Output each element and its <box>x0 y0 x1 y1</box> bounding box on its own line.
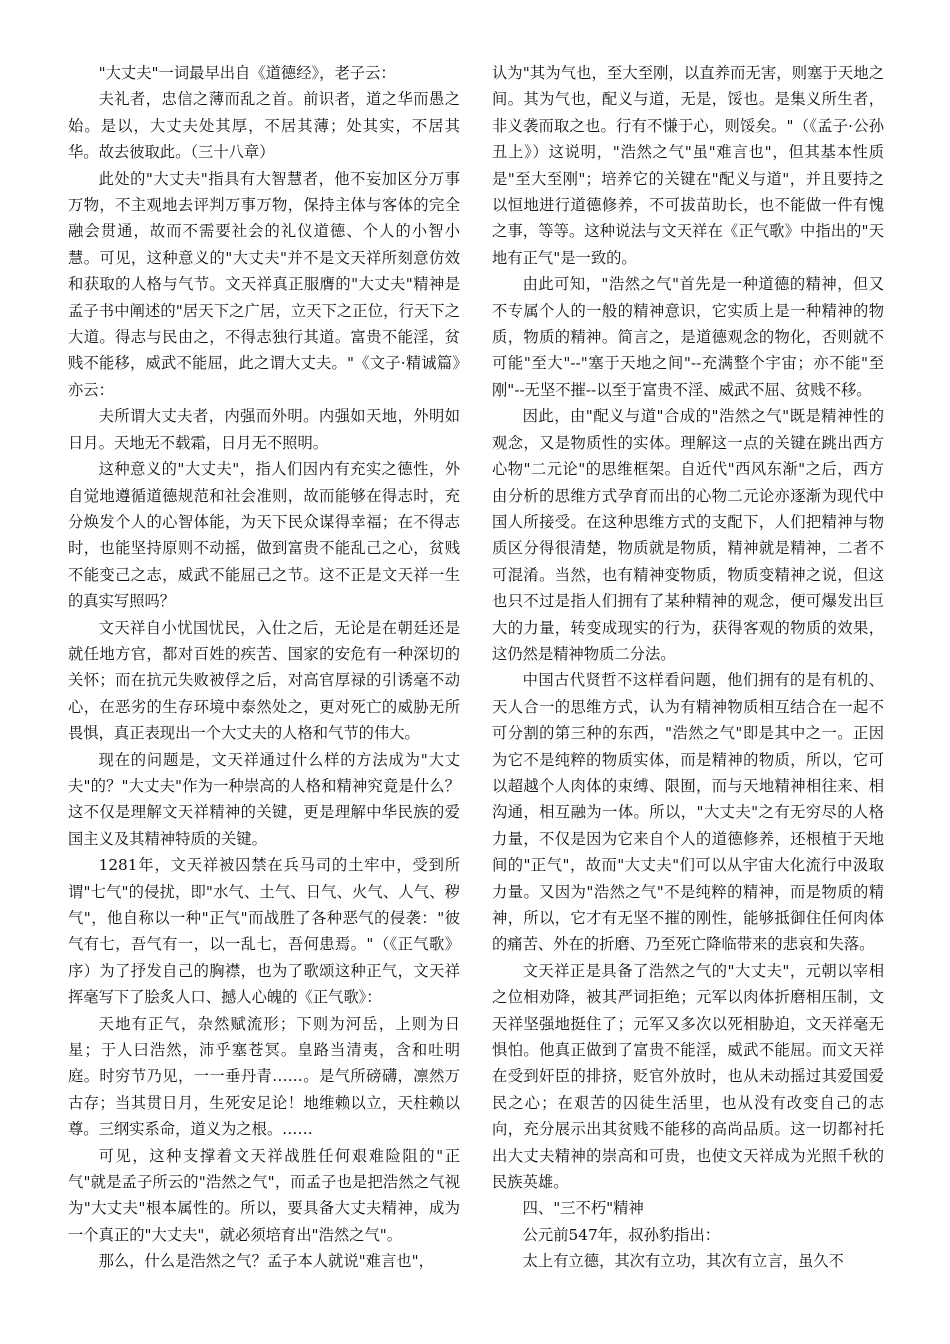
paragraph: 现在的问题是，文天祥通过什么样的方法成为"大丈夫"的？"大丈夫"作为一种崇高的人格和精神究竟是什么？这不仅是理解文天祥精神的关键，更是理解中华民族的爱国主义及其精神特质的关键。 <box>68 750 460 848</box>
paragraph: 因此，由"配义与道"合成的"浩然之气"既是精神性的观念，又是物质性的实体。理解这一点的关键在跳出西方心物"二元论"的思维框架。自近代"西风东渐"之后，西方由分析的思维方式孕育而出的心物二元论亦逐渐为现代中国人所接受。在这种思维方式的支配下，人们把精神与物质区分得很清楚，物质就是物质，精神就是精神，二者不可混淆。当然，也有精神变物质，物质变精神之说，但这也只不过是指人们拥有了某种精神的观念，便可爆发出巨大的力量，转变成现实的行为，获得客观的物质的效果，这仍然是精神物质二分法。 <box>492 407 884 663</box>
paragraph: 公元前547年，叔孙豹指出： <box>522 1225 721 1244</box>
paragraph-continued: 认为"其为气也，至大至刚，以直养而无害，则塞于天地之间。其为气也，配义与道，无是，馁也。是集义所生者，非义袭而取之也。行有不慊于心，则馁矣。"（《孟子·公孙丑上》）这说明，"浩然之气"虽"难言也"，但其基本性质是"至大至刚"；培养它的关键在"配义与道"，并且要持之以恒地进行道德修养，不可拔苗助长，也不能做一件有愧之事，等等。这种说法与文天祥在《正气歌》中指出的"天地有正气"是一致的。 <box>492 64 884 267</box>
section-heading: 四、"三不朽"精神 <box>522 1199 644 1218</box>
paragraph: 由此可知，"浩然之气"首先是一种道德的精神，但又不专属个人的一般的精神意识，它实质上是一种精神的物质，物质的精神。简言之，是道德观念的物化，否则就不可能"至大"--"塞于天地之间"--充满整个宇宙；亦不能"至刚"--无坚不摧--以至于富贵不淫、威武不屈、贫贱不移。 <box>492 275 884 399</box>
quotation-paragraph: 夫礼者，忠信之薄而乱之首。前识者，道之华而愚之始。是以，大丈夫处其厚，不居其薄；处其实，不居其华。故去彼取此。（三十八章） <box>68 90 460 162</box>
left-column <box>68 60 460 1275</box>
paragraph: 文天祥自小忧国忧民，入仕之后，无论是在朝廷还是就任地方官，都对百姓的疾苦、国家的安危有一种深切的关怀；而在抗元失败被俘之后，对高官厚禄的引诱毫不动心，在恶劣的生存环境中泰然处之，更对死亡的威胁无所畏惧，真正表现出一个大丈夫的人格和气节的伟大。 <box>68 618 460 743</box>
right-column <box>492 60 884 1275</box>
paragraph: 中国古代贤哲不这样看问题，他们拥有的是有机的、天人合一的思维方式，认为有精神物质相互结合在一起不可分割的第三种的东西，"浩然之气"即是其中之一。正因为它不是纯粹的物质实体，而是精神的物质，所以，它可以超越个人肉体的束缚、限囿，而与天地精神相往来、相沟通，相互融为一体。所以，"大丈夫"之有无穷尽的人格力量，不仅是因为它来自个人的道德修养，还根植于天地间的"正气"，故而"大丈夫"们可以从宇宙大化流行中汲取力量。又因为"浩然之气"不是纯粹的精神，而是物质的精神，所以，它才有无坚不摧的刚性，能够抵御住任何肉体的痛苦、外在的折磨、乃至死亡降临带来的悲哀和失落。 <box>492 671 884 954</box>
poem-paragraph: 天地有正气，杂然赋流形；下则为河岳，上则为日星；于人曰浩然，沛乎塞苍冥。皇路当清夷，含和吐明庭。时穷节乃见，一一垂丹青……。是气所磅礴，凛然万古存；当其贯日月，生死安足论！地维赖以立，天柱赖以尊。三纲实系命，道义为之根。…… <box>68 1014 460 1139</box>
paragraph: 文天祥正是具备了浩然之气的"大丈夫"，元朝以宰相之位相劝降，被其严词拒绝；元军以肉体折磨相压制，文天祥坚强地挺住了；元军又多次以死相胁迫，文天祥毫无惧怕。他真正做到了富贵不能淫，威武不能屈。而文天祥在受到奸臣的排挤，贬官外放时，也从未动摇过其爱国爱民之心；在艰苦的囚徒生活里，也从没有改变自己的志向，充分展示出其贫贱不能移的高尚品质。这一切都衬托出大丈夫精神的崇高和可贵，也使文天祥成为光照千秋的民族英雄。 <box>492 961 884 1192</box>
paragraph: 这种意义的"大丈夫"，指人们因内有充实之德性，外自觉地遵循道德规范和社会准则，故而能够在得志时，充分焕发个人的心智体能，为天下民众谋得幸福；在不得志时，也能坚持原则不动摇，做到富贵不能乱己之心，贫贱不能变己之志，威武不能屈己之节。这不正是文天祥一生的真实写照吗？ <box>68 460 460 611</box>
paragraph: 1281年，文天祥被囚禁在兵马司的土牢中，受到所谓"七气"的侵扰，即"水气、土气、日气、火气、人气、秽气"，他自称以一种"正气"而战胜了各种恶气的侵袭："彼气有七，吾气有一，以一乱七，吾何患焉。"（《正气歌》序）为了抒发自己的胸襟，也为了歌颂这种正气，文天祥挥毫写下了脍炙人口、撼人心魄的《正气歌》： <box>68 856 460 1007</box>
paragraph: "大丈夫"一词最早出自《道德经》，老子云： <box>98 64 396 82</box>
quotation-paragraph: 太上有立德，其次有立功，其次有立言，虽久不 <box>522 1252 844 1271</box>
quotation-paragraph: 夫所谓大丈夫者，内强而外明。内强如天地，外明如日月。天地无不载霜，日月无不照明。 <box>68 407 460 452</box>
paragraph: 那么，什么是浩然之气？孟子本人就说"难言也"， <box>98 1252 434 1271</box>
paragraph: 此处的"大丈夫"指具有大智慧者，他不妄加区分万事万物，不主观地去评判万事万物，保持主体与客体的完全融会贯通，故而不需要社会的礼仪道德、个人的小智小慧。可见，这种意义的"大丈夫"并不是文天祥所刻意仿效和获取的人格与气节。文天祥真正服膺的"大丈夫"精神是孟子书中阐述的"居天下之广居，立天下之正位，行天下之大道。得志与民由之，不得志独行其道。富贵不能淫，贫贱不能移，威武不能屈，此之谓大丈夫。"《文子·精诚篇》亦云： <box>68 169 460 399</box>
paragraph: 可见，这种支撑着文天祥战胜任何艰难险阻的"正气"就是孟子所云的"浩然之气"，而孟子也是把浩然之气视为"大丈夫"根本属性的。所以，要具备大丈夫精神，成为一个真正的"大丈夫"，就必须培育出"浩然之气"。 <box>68 1146 460 1244</box>
